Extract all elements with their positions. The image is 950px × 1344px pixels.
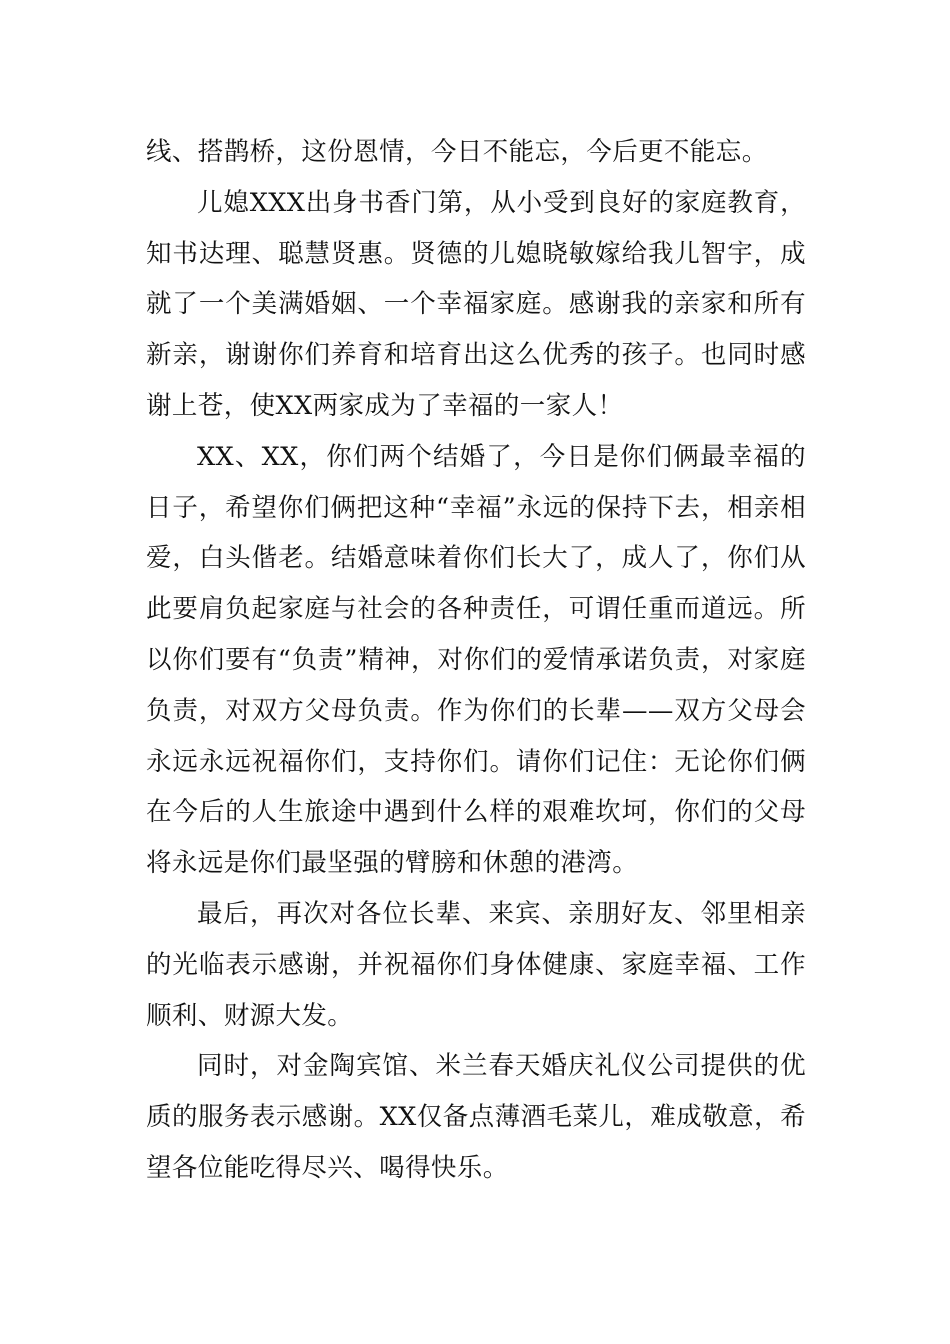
paragraph-wishes-to-couple: XX、XX，你们两个结婚了，今日是你们俩最幸福的日子，希望你们俩把这种“幸福”永远的保持下去，相亲相爱，白头偕老。结婚意味着你们长大了，成人了，你们从此要肩负起家庭与社会的各种责任，可谓任重而道远。所以你们要有“负责”精神，对你们的爱情承诺负责，对家庭负责，对双方父母负责。作为你们的长辈——双方父母会永远永远祝福你们，支持你们。请你们记住：无论你们俩在今后的人生旅途中遇到什么样的艰难坎坷，你们的父母将永远是你们最坚强的臂膀和休憩的港湾。 bbox=[146, 441, 806, 879]
paragraph-thanks-service: 同时，对金陶宾馆、米兰春天婚庆礼仪公司提供的优质的服务表示感谢。XX仅备点薄酒毛菜儿，难成敬意，希望各位能吃得尽兴、喝得快乐。 bbox=[146, 1051, 806, 1183]
paragraph-thanks-guests: 最后，再次对各位长辈、来宾、亲朋好友、邻里相亲的光临表示感谢，并祝福你们身体健康、家庭幸福、工作顺利、财源大发。 bbox=[146, 898, 806, 1031]
document-body bbox=[146, 127, 806, 1194]
paragraph-daughter-in-law: 儿媳XXX出身书香门第，从小受到良好的家庭教育，知书达理、聪慧贤惠。贤德的儿媳晓敏嫁给我儿智宇，成就了一个美满婚姻、一个幸福家庭。感谢我的亲家和所有新亲，谢谢你们养育和培育出这么优秀的孩子。也同时感谢上苍，使XX两家成为了幸福的一家人！ bbox=[146, 187, 806, 421]
paragraph-continuation: 线、搭鹊桥，这份恩情，今日不能忘，今后更不能忘。 bbox=[146, 137, 768, 167]
